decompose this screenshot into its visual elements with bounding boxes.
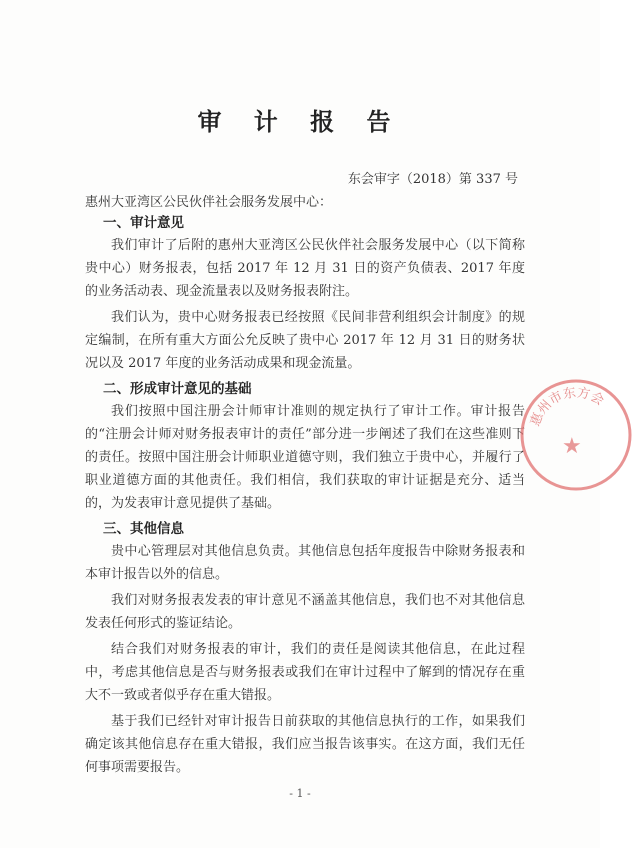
seal-text: 惠州市东方会 [528, 385, 607, 429]
paragraph: 结合我们对财务报表的审计，我们的责任是阅读其他信息，在此过程中，考虑其他信息是否与财务报表或我们在审计过程中了解到的情况存在重大不一致或者似乎存在重大错报。 [85, 642, 525, 703]
paragraph: 我们认为，贵中心财务报表已经按照《民间非营利组织会计制度》的规定编制，在所有重大方面公允反映了贵中心 2017 年 12 月 31 日的财务状况以及 2017 年度的业务活动成果和现金流量。 [85, 310, 525, 371]
paragraph: 贵中心管理层对其他信息负责。其他信息包括年度报告中除财务报表和本审计报告以外的信息。 [85, 544, 525, 582]
page-number: - 1 - [289, 787, 311, 800]
section-heading-other-information: 三、其他信息 [103, 521, 184, 537]
paragraph: 我们审计了后附的惠州大亚湾区公民伙伴社会服务发展中心（以下简称贵中心）财务报表，包括 2017 年 12 月 31 日的资产负债表、2017 年度的业务活动表、现金流量表以及财务报表附注。 [85, 238, 525, 299]
paragraph: 我们对财务报表发表的审计意见不涵盖其他信息，我们也不对其他信息发表任何形式的鉴证结论。 [85, 593, 525, 631]
seal-star-icon: ★ [562, 434, 582, 459]
page-title: 审 计 报 告 [197, 107, 403, 136]
paragraph: 我们按照中国注册会计师审计准则的规定执行了审计工作。审计报告的“注册会计师对财务报表审计的责任”部分进一步阐述了我们在这些准则下的责任。按照中国注册会计师职业道德守则，我们独立于贵中心，并履行了职业道德方面的其他责任。我们相信，我们获取的审计证据是充分、适当的，为发表审计意见提供了基础。 [85, 404, 525, 511]
report-body [85, 212, 525, 779]
red-seal-stamp [516, 375, 636, 495]
addressee: 惠州大亚湾区公民伙伴社会服务发展中心： [85, 195, 333, 210]
section-heading-audit-opinion: 一、审计意见 [103, 215, 184, 231]
section-heading-opinion-basis: 二、形成审计意见的基础 [103, 381, 252, 397]
document-number: 东会审字（2018）第 337 号 [347, 172, 518, 187]
paragraph: 基于我们已经针对审计报告日前获取的其他信息执行的工作，如果我们确定该其他信息存在重大错报，我们应当报告该事实。在这方面，我们无任何事项需要报告。 [85, 714, 525, 775]
